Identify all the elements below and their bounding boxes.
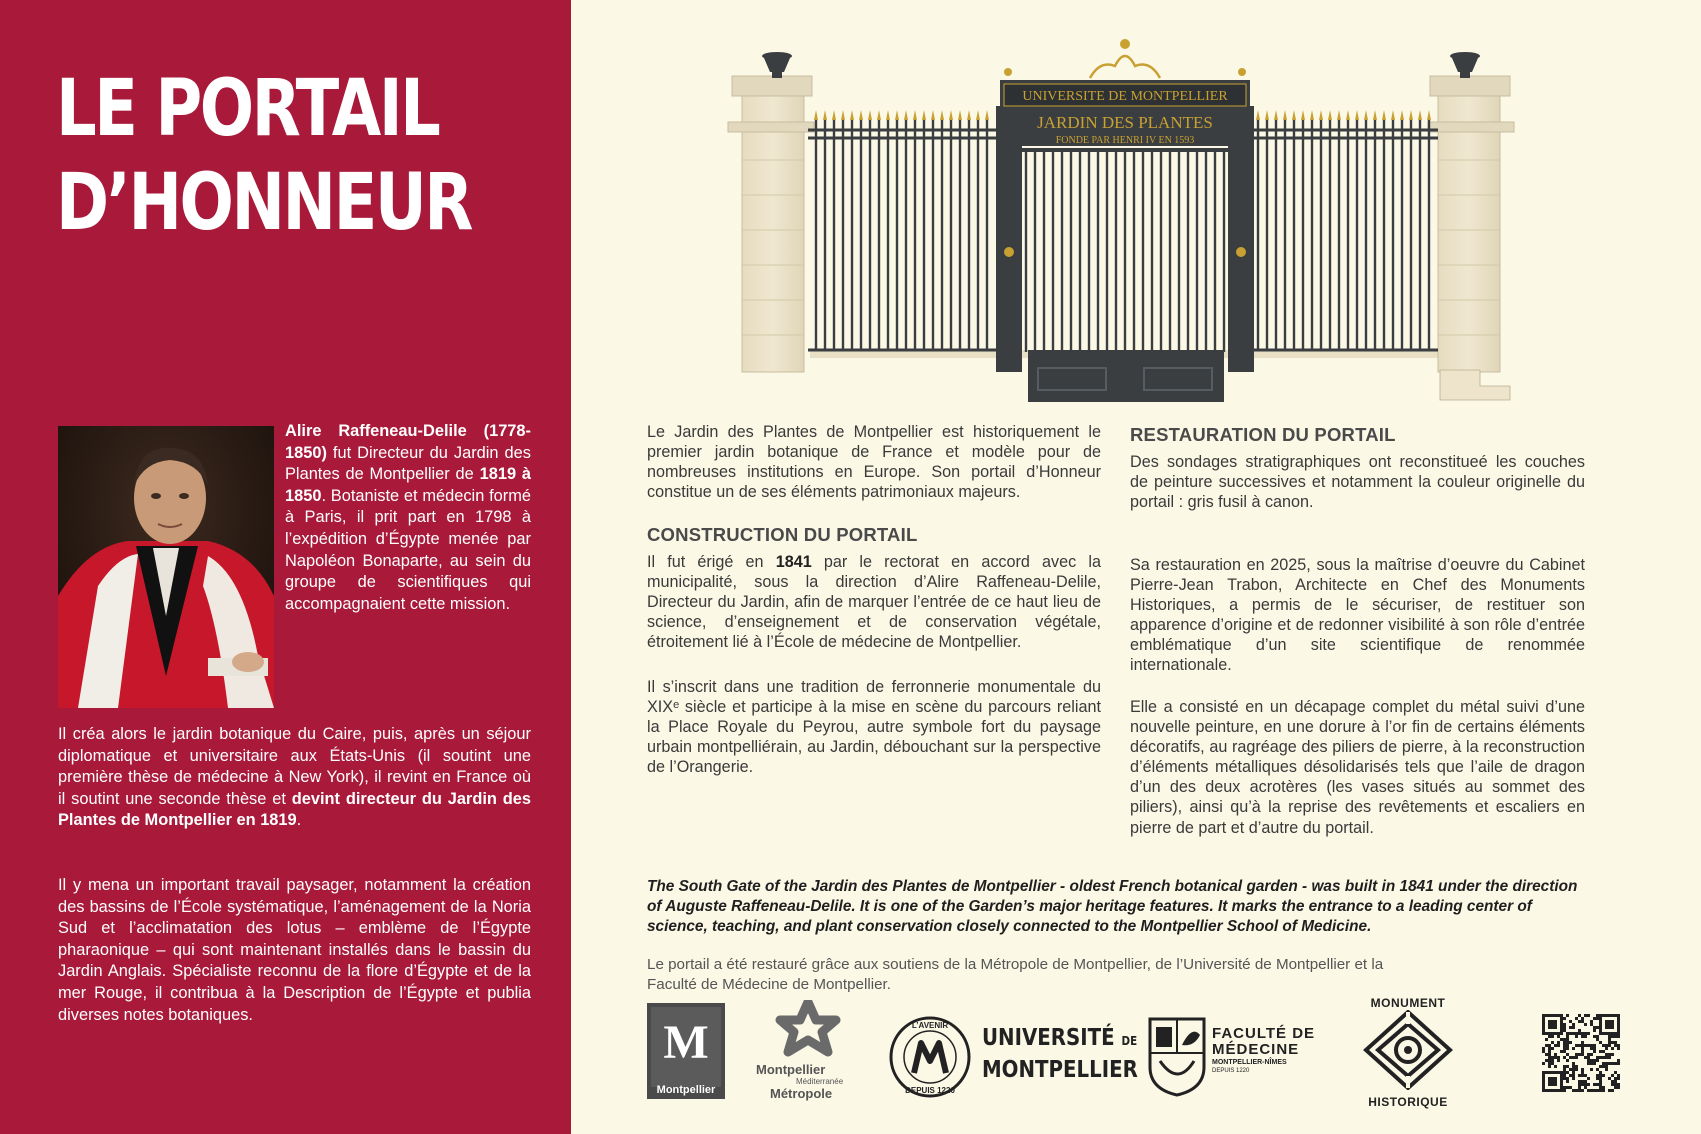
bio-p2-run: Il créa alors le jardin botanique du Caire, puis, après un séjour diplomatique et universitaire aux États-Unis (il soutint une première thèse de médecine à New York), il revint en France où il soutint une seconde thèse et — [58, 725, 531, 808]
title-line-1: LE PORTAIL — [56, 64, 439, 154]
metropole-logo — [752, 1000, 872, 1104]
gate-sign-main: JARDIN DES PLANTES — [1037, 113, 1213, 132]
univ-seal-top: L’AVENIR — [911, 1021, 949, 1030]
credits: Le portail a été restauré grâce aux soutiens de la Métropole de Montpellier, de l’Université de Montpellier et la Faculté de Médecine de Montpellier. — [647, 956, 1384, 993]
faculte-crest-icon — [1148, 1017, 1206, 1097]
universite-montpellier-logo — [888, 1015, 1138, 1099]
bio-p2-run: devint directeur du Jardin des Plantes de Montpellier en 1819 — [58, 789, 531, 830]
bio-intro-run: fut Directeur du Jardin des Plantes de Montpellier de — [285, 443, 531, 484]
qr-code[interactable] — [1542, 1014, 1620, 1092]
fac-line-4: DEPUIS 1220 — [1212, 1068, 1250, 1074]
gate-illustration — [720, 20, 1530, 412]
bio-intro-run: . Botaniste et médecin formé à Paris, il prit part en 1798 à l’expédition d’Égypte menée par Napoléon Bonaparte, au sein du groupe de scientifiques qui accompagnaient cette mission. — [285, 486, 531, 613]
faculte-medecine-logo — [1148, 1017, 1328, 1101]
intro-paragraph: Le Jardin des Plantes de Montpellier est historiquement le premier jardin botanique de France et modèle pour de nombreuses institutions en Europe. Son portail d’Honneur constitue un de ses éléments patrimoniaux majeurs. — [647, 423, 1101, 502]
bio-intro — [285, 421, 531, 615]
construction-paragraph-1 — [647, 552, 1101, 652]
univ-de: DE — [1121, 1034, 1138, 1048]
metropole-line-3: Métropole — [770, 1086, 833, 1101]
restoration-heading: RESTAURATION DU PORTAIL — [1130, 424, 1396, 445]
construction-paragraph-2: Il s’inscrit dans une tradition de ferronnerie monumentale du XIXᵉ siècle et participe à la mise en scène du parcours reliant la Place Royale du Peyrou, autre symbole fort du paysage urbain montpelliérain, au Jardin, débouchant sur la perspective de l’Orangerie. — [647, 678, 1101, 777]
mh-top: MONUMENT — [1370, 996, 1446, 1010]
universite-seal-icon — [888, 1015, 972, 1099]
construction-p1-run: 1841 — [775, 553, 812, 571]
title-line-2: D’HONNEUR — [56, 158, 472, 248]
bio-paragraph-3: Il y mena un important travail paysager, notamment la création des bassins de l’École systématique, l’aménagement de la Noria Sud et l’acclimatation des lotus – emblème de l’Égypte pharaonique – qui sont maintenant installés dans le bassin du Jardin Anglais. Spécialiste reconnu de la flore d’Égypte et de la mer Rouge, il contribua à la Description de l’Égypte et publia diverses notes botaniques. — [58, 876, 531, 1024]
univ-seal-bottom: DEPUIS 1220 — [905, 1086, 955, 1095]
city-logo-name: Montpellier — [656, 1084, 716, 1096]
metropole-line-1: Montpellier — [756, 1062, 826, 1077]
univ-line-1: UNIVERSITÉ — [982, 1025, 1115, 1051]
portrait-raffeneau-delile — [58, 426, 274, 708]
bio-paragraph-2 — [58, 724, 531, 832]
gate-sign-top: UNIVERSITE DE MONTPELLIER — [1022, 89, 1228, 104]
bio-p2-run: . — [296, 811, 302, 830]
fac-line-3: MONTPELLIER-NÎMES — [1212, 1059, 1287, 1066]
construction-p1-run: par le rectorat en accord avec la municipalité, sous la direction d’Alire Raffeneau-Delile, Directeur du Jardin, afin de marquer l’entrée de ce haut lieu de science, d’enseignement et de conservation végétale, étroitement lié à l’École de médecine de Montpellier. — [647, 553, 1101, 652]
left-panel — [0, 0, 571, 1134]
bio-intro-run: Alire Raffeneau-Delile (1778-1850) — [285, 422, 531, 462]
monument-historique-logo — [1360, 996, 1456, 1109]
univ-line-2: MONTPELLIER — [982, 1057, 1138, 1083]
bio-intro-run: 1819 à 1850 — [285, 465, 531, 505]
gate-sign-sub: FONDE PAR HENRI IV EN 1593 — [1055, 135, 1195, 146]
montpellier-city-logo — [647, 1003, 725, 1099]
monument-labyrinth-icon — [1360, 1010, 1456, 1090]
restoration-paragraph-3: Elle a consisté en un décapage complet du métal suivi d’une nouvelle peinture, en une dorure à l’or fin de certains éléments décoratifs, au ragréage des piliers de pierre, à la reconstruction d’éléments métalliques désolidarisés tels que l’aile de dragon d’un des deux acrotères (les vases situés au sommet des piliers), ainsi qu’à la reprise des revêtements et escaliers en pierre de part et d’autre du portail. — [1130, 698, 1585, 837]
fac-line-1: FACULTÉ DE — [1212, 1025, 1316, 1042]
page-title — [56, 62, 471, 250]
fac-line-2: MÉDECINE — [1212, 1041, 1300, 1058]
metropole-star-icon — [752, 1000, 872, 1060]
city-logo-letter: M — [651, 1007, 721, 1087]
mh-bottom: HISTORIQUE — [1368, 1095, 1448, 1109]
construction-p1-run: Il fut érigé en — [647, 553, 776, 571]
metropole-line-2: Méditerranée — [796, 1077, 844, 1086]
construction-heading: CONSTRUCTION DU PORTAIL — [647, 524, 918, 545]
english-summary: The South Gate of the Jardin des Plantes de Montpellier - oldest French botanical garden - was built in 1841 under the direction of Auguste Raffeneau-Delile. It is one of the Garden’s major heritage features. It marks the entrance to a leading center of science, teaching, and plant conservation closely connected to the Montpellier School of Medicine. — [647, 878, 1578, 936]
restoration-paragraph-1: Des sondages stratigraphiques ont reconstitueé les couches de peinture successives et notamment la couleur originelle du portail : gris fusil à canon. — [1130, 453, 1585, 512]
restoration-paragraph-2: Sa restauration en 2025, sous la maîtrise d’oeuvre du Cabinet Pierre-Jean Trabon, Architecte en Chef des Monuments Historiques, a permis de le sécuriser, de restituer son apparence d’origine et de redonner visibilité à son rôle d’entrée emblématique d’un site scientifique de renommée internationale. — [1130, 556, 1585, 675]
